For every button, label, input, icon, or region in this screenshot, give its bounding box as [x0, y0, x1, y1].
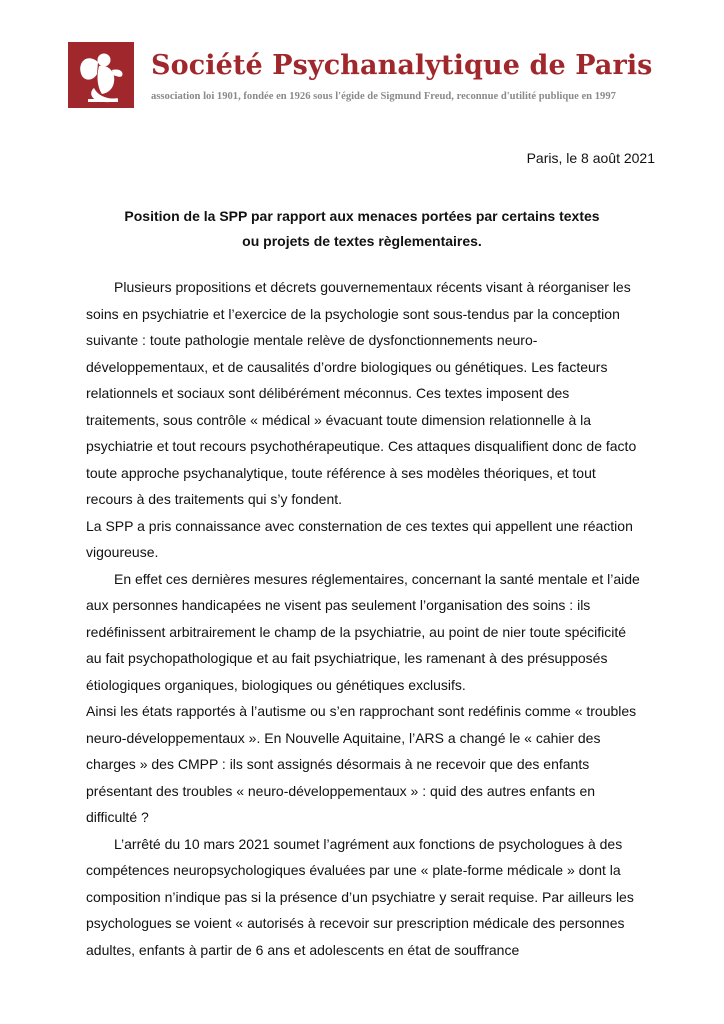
title-line-1: Position de la SPP par rapport aux menaces portées par certains textes	[124, 208, 600, 224]
letterhead	[68, 42, 668, 112]
paragraph-1: Plusieurs propositions et décrets gouvernementaux récents visant à réorganiser les soins en psychiatrie et l’exercice de la psychologie sont sous-tendus par la conception suivante : toute pathologie mentale relève de dysfonctionnements neuro-développementaux, et de causalités d’ordre biologiques ou génétiques. Les facteurs relationnels et sociaux sont délibérément méconnus. Ces textes imposent des traitements, sous contrôle « médical » évacuant toute dimension relationnelle à la psychiatrie et tout recours psychothérapeutique. Ces attaques disqualifient donc de facto toute approche psychanalytique, toute référence à ses modèles théoriques, et tout recours à des traitements qui s’y fondent.	[86, 279, 637, 507]
paragraph-2: La SPP a pris connaissance avec consternation de ces textes qui appellent une réaction vigoureuse.	[86, 517, 633, 560]
society-logo	[68, 42, 134, 108]
paragraph-3: En effet ces dernières mesures réglementaires, concernant la santé mentale et l’aide aux personnes handicapées ne visent pas seulement l’organisation des soins : ils redéfinissent arbitrairement le champ de la psychiatrie, au point de nier toute spécificité au fait psychopathologique et au fait psychiatrique, les ramenant à des présupposés étiologiques organiques, biologiques ou génétiques exclusifs.	[86, 570, 640, 693]
psyche-silhouette-icon	[68, 42, 134, 108]
document-title	[86, 204, 638, 254]
organization-name: Société Psychanalytique de Paris	[151, 50, 653, 81]
paragraph-4: Ainsi les états rapportés à l’autisme ou s’en rapprochant sont redéfinis comme « troubles neuro-développementaux ». En Nouvelle Aquitaine, l’ARS a changé le « cahier des charges » des CMPP : ils sont assignés désormais à ne recevoir que des enfants présentant des troubles « neuro-développementaux » : quid des autres enfants en difficulté ?	[86, 703, 637, 825]
organization-tagline: association loi 1901, fondée en 1926 sous l'égide de Sigmund Freud, reconnue d'utilité publique en 1997	[151, 91, 616, 102]
letter-date: Paris, le 8 août 2021	[526, 150, 655, 166]
letter-body	[86, 274, 642, 963]
title-line-2: ou projets de textes règlementaires.	[242, 233, 482, 249]
paragraph-5: L’arrêté du 10 mars 2021 soumet l’agrément aux fonctions de psychologues à des compétences neuropsychologiques évaluées par une « plate-forme médicale » dont la composition n’indique pas si la présence d’un psychiatre y serait requise. Par ailleurs les psychologues se voient « autorisés à recevoir sur prescription médicale des personnes adultes, enfants à partir de 6 ans et adolescents en état de souffrance	[86, 835, 634, 958]
